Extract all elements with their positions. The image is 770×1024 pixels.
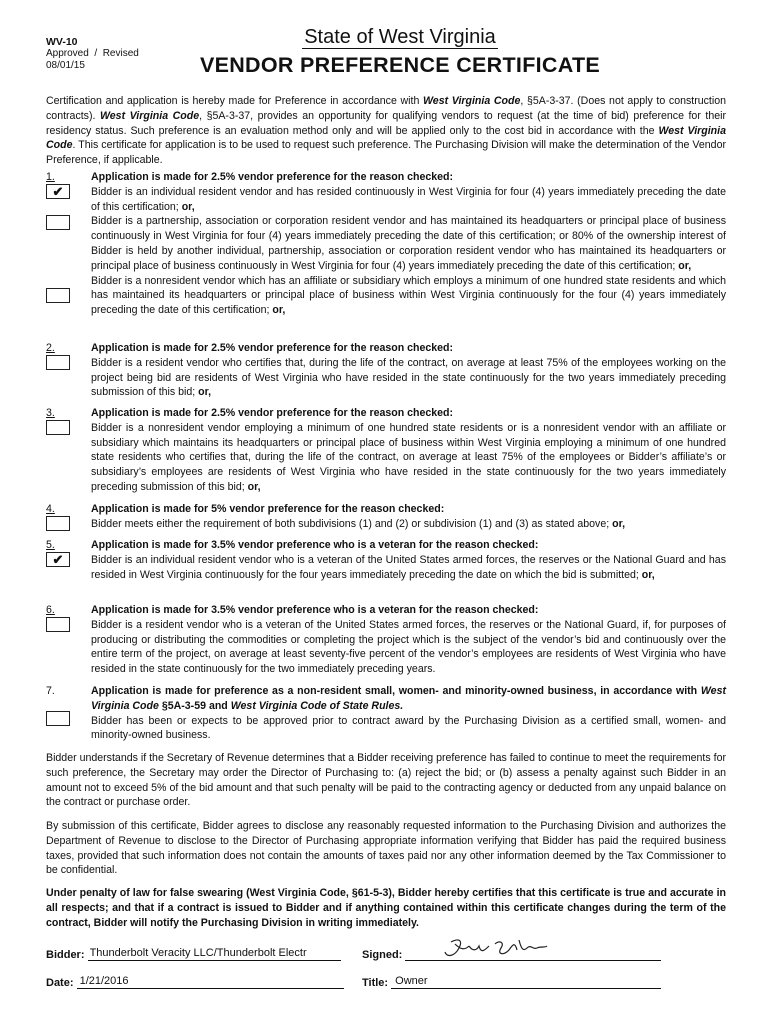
item-1b-text: Bidder is a partnership, association or corporation resident vendor and has maintained its headquarters or principal place of business continuously in West Virginia for four (4) years immediately preceding the date of this certification; or 80% of the ownership interest of Bidder is held by another individual, partnership, association or corporation resident vendor who has maintained its headquarters or principal place of business continuously in West Virginia for four (4) years immediately preceding the date of this certification; or, <box>91 215 726 272</box>
item-number: 3. <box>46 407 55 419</box>
certification-paragraph: Under penalty of law for false swearing (West Virginia Code, §61-5-3), Bidder hereby certifies that this certificate is true and accurate in all respects; and that if a contract is issued to Bidder and if anything contained within this certificate changes during the term of the contract, Bidder will notify the Purchasing Division in writing immediately. <box>46 887 726 929</box>
intro-paragraph: Certification and application is hereby made for Preference in accordance with West Virginia Code, §5A-3-37. (Does not apply to construction contracts). West Virginia Code, §5A-3-37, provides an opportunity for qualifying vendors to request (at the time of bid) preference for their residency status. Such preference is an evaluation method only and will be applied only to the cost bid in accordance with the West Virginia Code. This certificate for application is to be used to request such preference. The Purchasing Division will make the determination of the Vendor Preference, if applicable. <box>46 95 727 167</box>
penalty-paragraph: Bidder understands if the Secretary of Revenue determines that a Bidder receiving preference has failed to continue to meet the requirements for such preference, the Secretary may order the Director of Purchasing to: (a) reject the bid; or (b) assess a penalty against such Bidder in an amount not to exceed 5% of the bid amount and that such penalty will be paid to the contracting agency or deducted from any unpaid balance on the contract or purchase order. <box>46 752 726 809</box>
item-7-text: Bidder has been or expects to be approved prior to contract award by the Purchasing Division as a certified small, women- and minority-owned business. <box>91 714 726 742</box>
item-1c-text: Bidder is a nonresident vendor which has an affiliate or subsidiary which employs a minimum of one hundred state residents and which has maintained its headquarters or principal place of business within West Virginia continuously for the four (4) years immediately preceding the date of this certification; or, <box>91 274 726 317</box>
item-4 <box>46 502 726 532</box>
checkbox-1c[interactable] <box>46 288 70 303</box>
title-field[interactable] <box>391 972 661 989</box>
bidder-label: Bidder: <box>46 949 85 961</box>
item-2 <box>46 341 726 400</box>
date-label: Date: <box>46 977 74 989</box>
checkbox-1a[interactable] <box>46 184 70 199</box>
form-code: WV-10 <box>46 36 78 48</box>
checkmark-icon: ✔ <box>52 552 64 567</box>
item-heading: Application is made for 3.5% vendor preference who is a veteran for the reason checked: <box>91 539 539 551</box>
item-5-text: Bidder is an individual resident vendor who is a veteran of the United States armed forces, the reserves or the National Guard and has resided in West Virginia continuously for the four years immediately preceding the date on which the bid is submitted; or, <box>91 553 726 581</box>
date-field[interactable] <box>77 972 344 989</box>
disclosure-paragraph: By submission of this certificate, Bidder agrees to disclose any reasonably requested information to the Purchasing Division and authorizes the Department of Revenue to disclose to the Director of Purchasing appropriate information verifying that Bidder has paid the required business taxes, provided that such information does not contain the amounts of taxes paid nor any other information deemed by the Tax Commissioner to be confidential. <box>46 820 726 877</box>
item-6-text: Bidder is a resident vendor who is a veteran of the United States armed forces, the reserves or the National Guard, if, for purposes of producing or distributing the commodities or completing the project which is the subject of the vendor’s bid and continuously over the entire term of the project, on average at least seventy-five percent of the vendor’s employees are residents of West Virginia who have resided in the state continuously for the two immediately preceding years. <box>91 618 726 676</box>
item-2-text: Bidder is a resident vendor who certifies that, during the life of the contract, on average at least 75% of the employees working on the project being bid are residents of West Virginia who have resided in the state continuously for the two years immediately preceding submission of this bid; or, <box>91 356 726 399</box>
signed-label: Signed: <box>362 949 403 961</box>
signed-row <box>362 944 661 961</box>
item-heading: Application is made for 2.5% vendor preference for the reason checked: <box>91 342 454 354</box>
title-label: Title: <box>362 977 389 989</box>
page-title: VENDOR PREFERENCE CERTIFICATE <box>199 53 601 77</box>
item-heading: Application is made for 5% vendor preference for the reason checked: <box>91 503 445 515</box>
bidder-value: Thunderbolt Veracity LLC/Thunderbolt Electr <box>89 947 307 959</box>
checkbox-5[interactable] <box>46 552 70 567</box>
item-3 <box>46 406 726 495</box>
item-number: 4. <box>46 503 55 515</box>
bidder-row <box>46 944 341 961</box>
checkbox-3[interactable] <box>46 420 70 435</box>
signature-field[interactable] <box>405 944 661 961</box>
item-heading: Application is made for preference as a non-resident small, women- and minority-owned business, in accordance with West Virginia Code §5A-3-59 and West Virginia Code of State Rules. <box>91 685 726 712</box>
checkbox-6[interactable] <box>46 617 70 632</box>
item-number: 1. <box>46 171 55 183</box>
checkbox-4[interactable] <box>46 516 70 531</box>
item-number: 6. <box>46 604 55 616</box>
title-value: Owner <box>395 975 428 987</box>
item-4-text: Bidder meets either the requirement of both subdivisions (1) and (2) or subdivision (1) and (3) as stated above; or, <box>91 517 626 530</box>
state-name: State of West Virginia <box>304 26 496 48</box>
item-heading: Application is made for 3.5% vendor preference who is a veteran for the reason checked: <box>91 604 539 616</box>
item-6 <box>46 603 726 677</box>
revision-date: 08/01/15 <box>46 60 85 71</box>
date-row <box>46 972 344 989</box>
date-value: 1/21/2016 <box>79 975 129 987</box>
item-number: 5. <box>46 539 55 551</box>
item-number: 7. <box>46 685 55 697</box>
bidder-field[interactable] <box>88 944 341 961</box>
approved-revised: Approved / Revised <box>46 48 139 59</box>
item-3-text: Bidder is a nonresident vendor employing a minimum of one hundred state residents or is a nonresident vendor with an affiliate or subsidiary which maintains its headquarters or principal place of business within West Virginia employing a minimum of one hundred state residents who certifies that, during the life of the contract, on average at least 75% of the employees or Bidder’s affiliate’s or subsidiary’s employees are residents of West Virginia who have resided in the state continuously for the two years immediately preceding submission of this bid; or, <box>91 421 726 493</box>
checkbox-2[interactable] <box>46 355 70 370</box>
handwritten-signature <box>441 936 551 962</box>
title-row <box>362 972 661 989</box>
checkmark-icon: ✔ <box>52 184 64 199</box>
checkbox-7[interactable] <box>46 711 70 726</box>
item-heading: Application is made for 2.5% vendor preference for the reason checked: <box>91 407 454 419</box>
item-5 <box>46 538 726 582</box>
item-number: 2. <box>46 342 55 354</box>
item-1 <box>46 170 726 318</box>
item-1a-text: Bidder is an individual resident vendor and has resided continuously in West Virginia for four (4) years immediately preceding the date of this certification; or, <box>91 185 726 213</box>
item-heading: Application is made for 2.5% vendor preference for the reason checked: <box>91 171 454 183</box>
checkbox-1b[interactable] <box>46 215 70 230</box>
item-7 <box>46 684 726 743</box>
